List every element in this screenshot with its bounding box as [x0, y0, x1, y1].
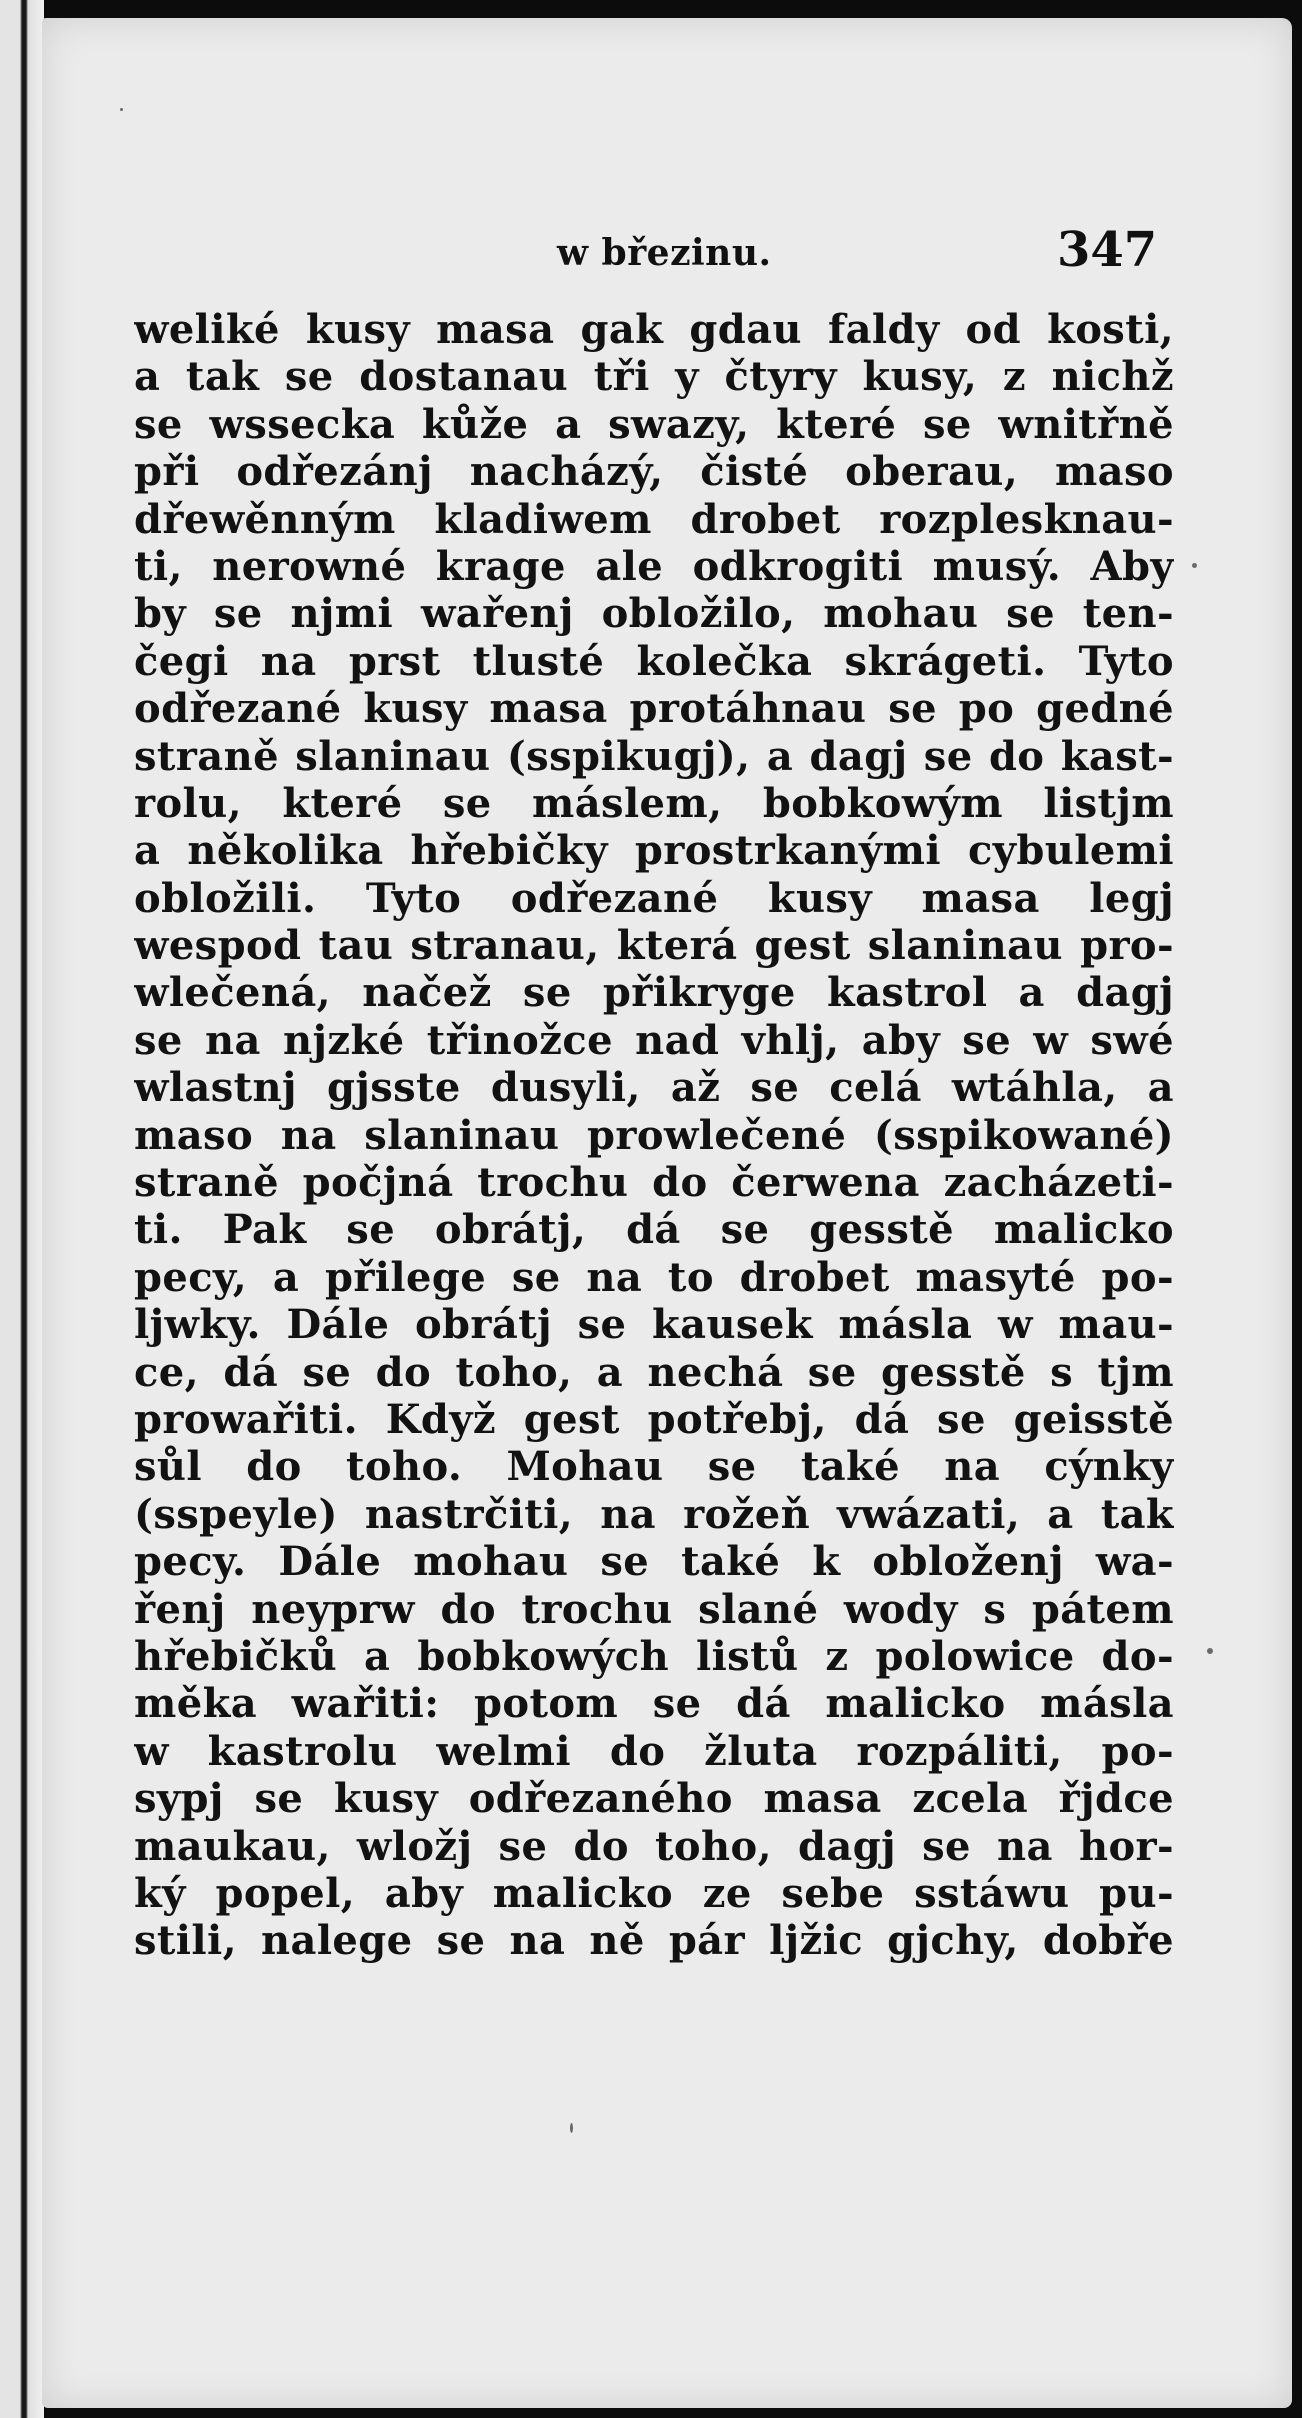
text-line: maukau, wložj se do toho, dagj se na hor-	[134, 1822, 1174, 1870]
text-line: stili, nalege se na ně pár ljžic gjchy, dobře	[134, 1917, 1174, 1965]
text-line: by se njmi wařenj obložilo, mohau se ten-	[134, 590, 1174, 638]
text-line: při odřezánj nacházý, čisté oberau, maso	[134, 448, 1174, 496]
text-line: čegi na prst tlusté kolečka skrágeti. Tyto	[134, 637, 1174, 685]
text-line: wlastnj gjsste dusyli, až se celá wtáhla, a	[134, 1064, 1174, 1112]
text-line: se wssecka kůže a swazy, které se wnitřně	[134, 400, 1174, 448]
text-line: wespod tau stranau, která gest slaninau pro-	[134, 922, 1174, 970]
text-line: měka wařiti: potom se dá malicko másla	[134, 1680, 1174, 1728]
text-line: sypj se kusy odřezaného masa zcela řjdce	[134, 1775, 1174, 1823]
text-line: sůl do toho. Mohau se také na cýnky	[134, 1443, 1174, 1491]
text-line: weliké kusy masa gak gdau faldy od kosti,	[134, 306, 1174, 353]
body-text	[134, 306, 1174, 1965]
text-line: se na njzké třinožce nad vhlj, aby se w swé	[134, 1016, 1174, 1064]
text-line: dřewěnným kladiwem drobet rozplesknau-	[134, 495, 1174, 543]
text-line: ti. Pak se obrátj, dá se gesstě malicko	[134, 1206, 1174, 1254]
text-line: (sspeyle) nastrčiti, na rožeň vwázati, a tak	[134, 1490, 1174, 1538]
running-head: w březinu.	[557, 232, 772, 274]
text-line: wlečená, načež se přikryge kastrol a dagj	[134, 969, 1174, 1017]
text-line: pecy. Dále mohau se také k obloženj wa-	[134, 1538, 1174, 1586]
page-number: 347	[1057, 222, 1158, 278]
text-line: obložili. Tyto odřezané kusy masa legj	[134, 874, 1174, 922]
text-line: ký popel, aby malicko ze sebe sstáwu pu-	[134, 1869, 1174, 1917]
text-line: pecy, a přilege se na to drobet masyté po-	[134, 1253, 1174, 1301]
text-line: odřezané kusy masa protáhnau se po gedné	[134, 685, 1174, 733]
text-line: a tak se dostanau tři y čtyry kusy, z nichž	[134, 353, 1174, 401]
text-line: ljwky. Dále obrátj se kausek másla w mau-	[134, 1301, 1174, 1349]
book-page	[42, 18, 1292, 2408]
text-line: řenj neyprw do trochu slané wody s pátem	[134, 1585, 1174, 1633]
text-line: straně počjná trochu do čerwena zacházeti-	[134, 1159, 1174, 1207]
ink-speck	[570, 2123, 573, 2133]
text-line: prowařiti. Když gest potřebj, dá se geisstě	[134, 1395, 1174, 1443]
text-line: maso na slaninau prowlečené (sspikowané)	[134, 1111, 1174, 1159]
ink-speck	[1192, 563, 1197, 568]
page-header	[42, 214, 1292, 294]
text-line: rolu, které se máslem, bobkowým listjm	[134, 779, 1174, 827]
text-line: a několika hřebičky prostrkanými cybulemi	[134, 827, 1174, 875]
text-line: w kastrolu welmi do žluta rozpáliti, po-	[134, 1727, 1174, 1775]
book-spine-edge	[0, 0, 44, 2418]
text-line: hřebičků a bobkowých listů z polowice do-	[134, 1632, 1174, 1680]
text-line: straně slaninau (sspikugj), a dagj se do kast-	[134, 732, 1174, 780]
text-line: ce, dá se do toho, a nechá se gesstě s tjm	[134, 1348, 1174, 1396]
text-line: ti, nerowné krage ale odkrogiti musý. Aby	[134, 542, 1174, 590]
ink-speck	[120, 108, 123, 111]
ink-speck	[1207, 1648, 1213, 1654]
